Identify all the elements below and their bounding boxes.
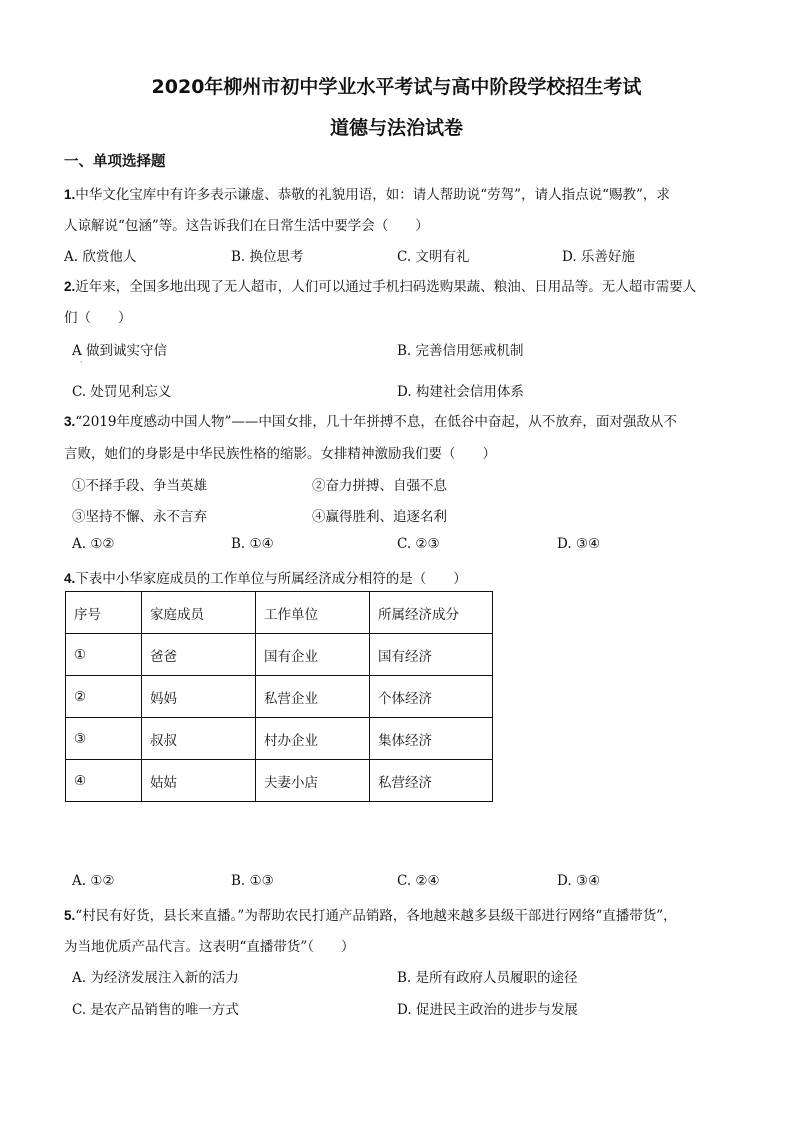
table-cell: 国有企业 — [256, 634, 370, 676]
table-cell: 妈妈 — [142, 676, 256, 718]
question-2-line-1 — [64, 275, 696, 295]
question-text: 下表中小华家庭成员的工作单位与所属经济成分相符的是（ ） — [75, 571, 467, 587]
question-text: “2019年度感动中国人物”——中国女排，几十年拼搏不息，在低谷中奋起，从不放弃，面对强敌从不 — [75, 414, 677, 430]
q3-option-a[interactable]: A. ①② — [72, 536, 115, 552]
question-5-line-1 — [64, 904, 677, 924]
table-header-cell: 所属经济成分 — [370, 592, 493, 634]
table-cell: 集体经济 — [370, 718, 493, 760]
table-row — [66, 760, 493, 802]
question-text: 中华文化宝库中有许多表示谦虚、恭敬的礼貌用语，如：请人帮助说“劳驾”，请人指点说“赐教”，求 — [75, 187, 670, 203]
q3-statement-3: ③坚持不懈、永不言弃 — [72, 509, 207, 525]
q5-option-b[interactable]: B. 是所有政府人员履职的途径 — [397, 970, 578, 986]
table-header-cell: 工作单位 — [256, 592, 370, 634]
table-cell: 夫妻小店 — [256, 760, 370, 802]
q4-option-b[interactable]: B. ①③ — [231, 873, 274, 889]
q5-option-c[interactable]: C. 是农产品销售的唯一方式 — [72, 1002, 239, 1018]
question-3-line-2: 言败，她们的身影是中华民族性格的缩影。女排精神激励我们要（ ） — [64, 446, 496, 462]
question-2-line-2: 们（ ） — [64, 310, 132, 326]
q3-statement-1: ①不择手段、争当英雄 — [72, 478, 207, 494]
table-row — [66, 634, 493, 676]
q2-option-b[interactable]: B. 完善信用惩戒机制 — [397, 343, 524, 359]
table-header-cell: 家庭成员 — [142, 592, 256, 634]
q4-option-c[interactable]: C. ②④ — [397, 873, 440, 889]
table-cell: ③ — [66, 718, 142, 760]
question-1-line-2: 人谅解说“包涵”等。这告诉我们在日常生活中要学会（ ） — [64, 218, 429, 234]
q3-option-d[interactable]: D. ③④ — [557, 536, 601, 552]
table-cell: ② — [66, 676, 142, 718]
question-number: 3. — [64, 414, 76, 429]
table-row — [66, 676, 493, 718]
table-row — [66, 718, 493, 760]
exam-title: 2020年柳州市初中学业水平考试与高中阶段学校招生考试 — [151, 76, 642, 98]
table-cell: ④ — [66, 760, 142, 802]
question-5-line-2: 为当地优质产品代言。这表明“直播带货”（ ） — [64, 939, 355, 955]
q3-statement-4: ④赢得胜利、追逐名利 — [312, 509, 447, 525]
q3-option-c[interactable]: C. ②③ — [397, 536, 440, 552]
table-cell: 国有经济 — [370, 634, 493, 676]
q1-option-d[interactable]: D. 乐善好施 — [562, 249, 635, 265]
section-heading: 一、单项选择题 — [64, 154, 166, 170]
question-text: “村民有好货，县长来直播。”为帮助农民打通产品销路，各地越来越多县级干部进行网络“直播带货”， — [75, 908, 677, 924]
question-number: 2. — [64, 279, 76, 294]
stray-mark: · — [80, 358, 83, 367]
table-header-row — [66, 592, 493, 634]
q2-option-c[interactable]: C. 处罚见利忘义 — [72, 384, 172, 400]
question-1-line-1 — [64, 183, 670, 203]
question-text: 近年来，全国多地出现了无人超市，人们可以通过手机扫码选购果蔬、粮油、日用品等。无人超市需要人 — [75, 279, 697, 295]
table-cell: 私营企业 — [256, 676, 370, 718]
q3-statement-2: ②奋力拼搏、自强不息 — [312, 478, 447, 494]
q5-option-a[interactable]: A. 为经济发展注入新的活力 — [72, 970, 239, 986]
q2-option-d[interactable]: D. 构建社会信用体系 — [397, 384, 524, 400]
q4-option-d[interactable]: D. ③④ — [557, 873, 601, 889]
q2-option-a[interactable]: A 做到诚实守信 — [72, 343, 168, 359]
table-cell: 私营经济 — [370, 760, 493, 802]
q1-option-b[interactable]: B. 换位思考 — [231, 249, 304, 265]
q1-option-c[interactable]: C. 文明有礼 — [397, 249, 470, 265]
question-number: 5. — [64, 908, 76, 923]
exam-subtitle: 道德与法治试卷 — [329, 117, 463, 139]
question-3-line-1 — [64, 410, 677, 430]
family-economy-table — [65, 591, 493, 802]
q5-option-d[interactable]: D. 促进民主政治的进步与发展 — [397, 1002, 578, 1018]
question-number: 1. — [64, 187, 76, 202]
table-cell: 个体经济 — [370, 676, 493, 718]
table-cell: 姑姑 — [142, 760, 256, 802]
table-cell: 爸爸 — [142, 634, 256, 676]
table-cell: ① — [66, 634, 142, 676]
table-cell: 叔叔 — [142, 718, 256, 760]
table-cell: 村办企业 — [256, 718, 370, 760]
question-number: 4. — [64, 571, 76, 586]
table-header-cell: 序号 — [66, 592, 142, 634]
question-4-line-1 — [64, 567, 467, 587]
q1-option-a[interactable]: A. 欣赏他人 — [64, 249, 137, 265]
q4-option-a[interactable]: A. ①② — [72, 873, 115, 889]
q3-option-b[interactable]: B. ①④ — [231, 536, 274, 552]
